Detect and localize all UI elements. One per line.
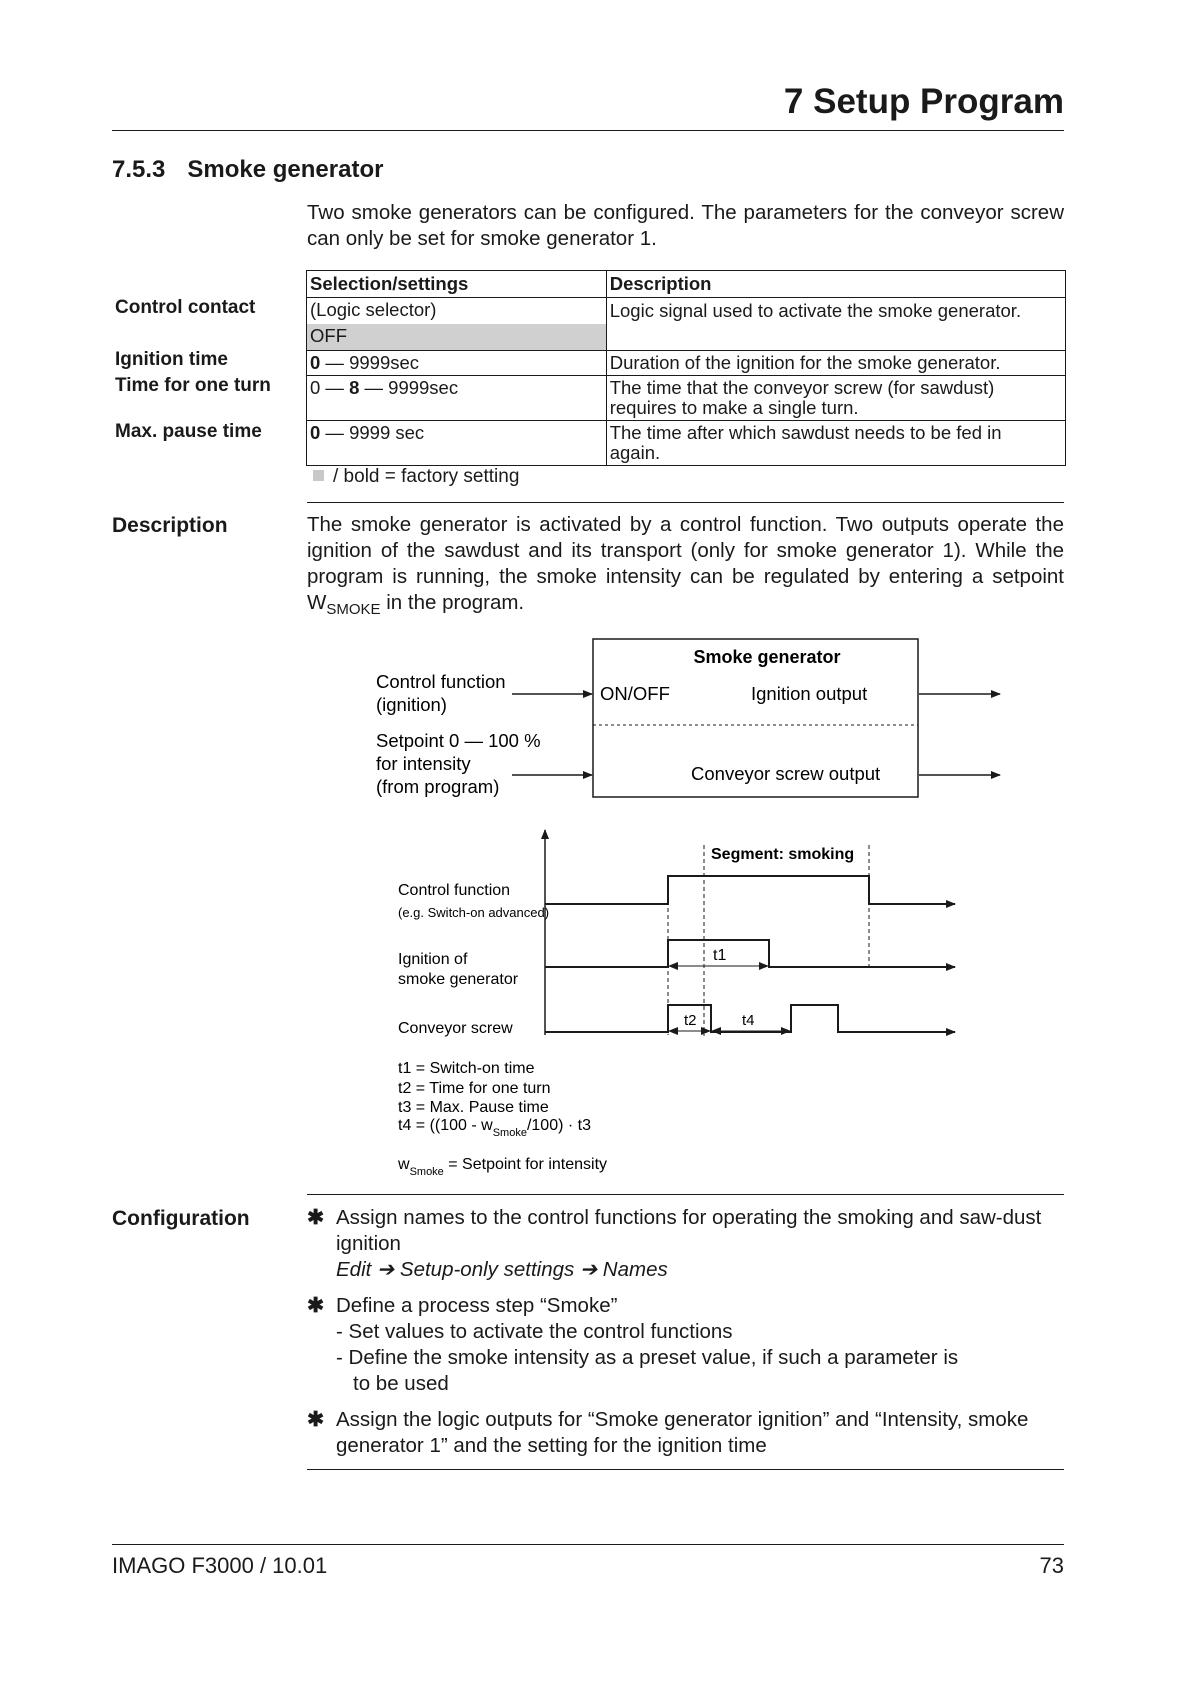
row2-line1: Ignition of (398, 951, 468, 968)
row1-line2: (e.g. Switch-on advanced) (398, 905, 550, 920)
legend-t1: t1 = Switch-on time (398, 1060, 535, 1077)
description-line: again. (609, 442, 661, 463)
item-text: Assign the logic outputs for “Smoke generator ignition” and “Intensity, smoke generator 1” and the setting for the ignition time (336, 1408, 1029, 1457)
list-item (307, 1407, 1064, 1459)
config-top-rule (307, 1194, 1064, 1195)
label-control-contact: Control contact (115, 297, 256, 318)
input2-line1: Setpoint 0 — 100 % (376, 730, 541, 751)
description-line: requires to make a single turn. (609, 397, 859, 418)
sub-step: - Set values to activate the control functions (336, 1320, 733, 1343)
row1-line1: Control function (398, 882, 511, 899)
onoff-label: ON/OFF (600, 683, 670, 704)
legend-t4 (398, 1117, 591, 1139)
factory-value: 8 (349, 377, 360, 398)
table-header-description: Description (606, 271, 1065, 298)
section-number: 7.5.3 (112, 156, 166, 183)
label-max-pause-time: Max. pause time (115, 421, 262, 442)
input1-line1: Control function (376, 671, 506, 692)
legend-w-b: = Setpoint for intensity (443, 1156, 608, 1173)
label-time-for-one-turn: Time for one turn (115, 375, 271, 396)
config-bottom-rule (307, 1469, 1064, 1470)
list-item (307, 1293, 1064, 1397)
box-title: Smoke generator (693, 647, 841, 667)
input2-line3: (from program) (376, 776, 500, 797)
factory-value: 0 (310, 352, 321, 373)
bullet-icon: ✱ (307, 1294, 325, 1317)
intro-paragraph: Two smoke generators can be configured. The parameters for the conveyor screw can only be set for smoke generator 1. (307, 201, 1064, 250)
row2-line2: smoke generator (398, 971, 519, 988)
t2-label: t2 (684, 1012, 697, 1029)
chapter-title: 7 Setup Program (783, 82, 1064, 121)
control-function-signal (545, 876, 955, 904)
legend-t4-a: t4 = ((100 - w (398, 1117, 493, 1134)
bullet-icon: ✱ (307, 1408, 325, 1431)
ignition-output-label: Ignition output (751, 683, 868, 704)
legend-t4-b: /100) · t3 (526, 1117, 591, 1134)
description-line: The time after which sawdust needs to be fed in (609, 422, 1002, 443)
row3-label: Conveyor screw (398, 1020, 513, 1037)
legend-text: / bold = factory setting (333, 466, 520, 487)
input1-line2: (ignition) (376, 694, 447, 715)
table-header-settings: Selection/settings (307, 271, 607, 298)
configuration-list (307, 1205, 1064, 1469)
footer-rule (112, 1544, 1064, 1545)
legend-w-sub: Smoke (409, 1166, 444, 1178)
setting-off-factory: OFF (307, 324, 606, 350)
t4-label: t4 (742, 1012, 755, 1029)
conveyor-output-label: Conveyor screw output (691, 763, 881, 784)
description-text-end: in the program. (380, 591, 525, 614)
legend-t2: t2 = Time for one turn (398, 1080, 551, 1097)
legend-w (397, 1156, 607, 1178)
description-label: Description (112, 514, 228, 537)
legend-t3: t3 = Max. Pause time (398, 1099, 549, 1116)
table-cell-description: Logic signal used to activate the smoke generator. (606, 298, 1065, 351)
description-subscript: SMOKE (326, 601, 381, 619)
setting-range-start: 0 — (310, 377, 350, 398)
t1-label: t1 (713, 947, 727, 964)
item-text: Define a process step “Smoke” (336, 1294, 618, 1317)
section-title: Smoke generator (187, 156, 384, 183)
segment-label: Segment: smoking (711, 846, 855, 863)
input2-line2: for intensity (376, 753, 471, 774)
item-text: Assign names to the control functions for operating the smoking and saw-dust ignition (336, 1206, 1042, 1255)
page-number: 73 (1039, 1553, 1064, 1578)
description-line: The time that the conveyor screw (for sawdust) (609, 377, 995, 398)
list-item (307, 1205, 1064, 1283)
bullet-icon: ✱ (307, 1206, 325, 1229)
menu-path: Edit ➔ Setup-only settings ➔ Names (336, 1258, 668, 1281)
factory-value: 0 (310, 422, 321, 443)
sub-step: - Define the smoke intensity as a preset value, if such a parameter is (336, 1346, 959, 1369)
ignition-signal (545, 940, 955, 967)
setting-logic-selector: (Logic selector) (310, 299, 437, 320)
description-text: The smoke generator is activated by a control function. Two outputs operate the ignition of the sawdust and its transport (only for smoke generator 1). While the program is running, the smoke intensity can be regulated by entering a setpoint W (307, 513, 1064, 614)
footer-doc-id: IMAGO F3000 / 10.01 (112, 1553, 328, 1578)
label-ignition-time: Ignition time (115, 349, 228, 370)
table-cell-description: Duration of the ignition for the smoke generator. (606, 351, 1065, 376)
setting-range-end: — 9999sec (359, 377, 459, 398)
configuration-label: Configuration (112, 1207, 250, 1230)
legend-w-a: w (398, 1156, 410, 1173)
legend-t4-sub: Smoke (492, 1127, 527, 1139)
sub-step: to be used (353, 1372, 449, 1395)
setting-range: — 9999 sec (320, 422, 425, 443)
setting-range: — 9999sec (320, 352, 420, 373)
